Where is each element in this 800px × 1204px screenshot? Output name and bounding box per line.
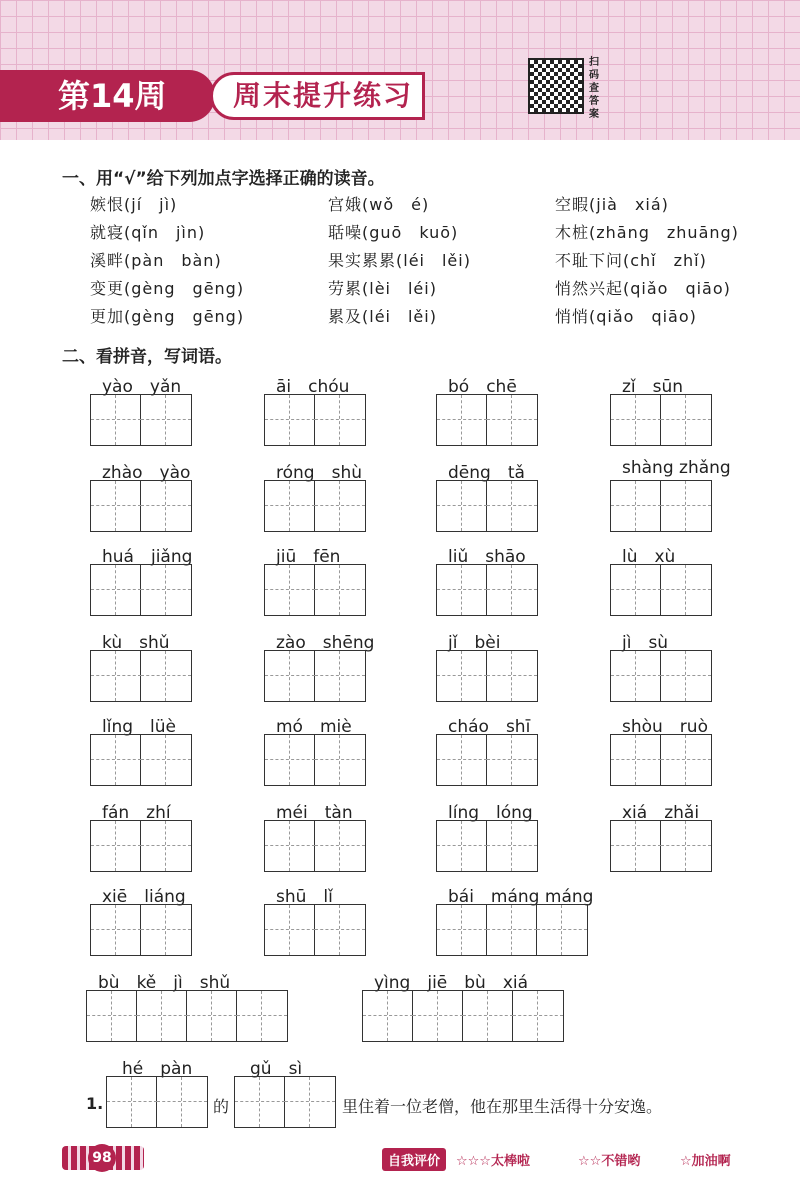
- pinyin-label: fán zhí: [102, 803, 171, 823]
- option[interactable]: 嫉恨(jí jì): [90, 195, 178, 214]
- answer-grid[interactable]: [610, 394, 712, 446]
- answer-grid[interactable]: [610, 564, 712, 616]
- pinyin-label: dēng tǎ: [448, 463, 525, 483]
- week-banner: 第14周: [0, 70, 215, 122]
- answer-grid[interactable]: [610, 480, 712, 532]
- qr-label: 扫码查答案: [589, 57, 599, 120]
- option[interactable]: 木桩(zhāng zhuāng): [555, 223, 739, 242]
- eval-one-star[interactable]: ☆加油啊: [680, 1154, 731, 1169]
- option[interactable]: 就寝(qǐn jìn): [90, 223, 206, 242]
- pinyin-label: bó chē: [448, 377, 517, 397]
- answer-grid[interactable]: [436, 564, 538, 616]
- page-number: 98: [88, 1144, 116, 1172]
- answer-grid[interactable]: [90, 480, 192, 532]
- answer-grid[interactable]: [264, 650, 366, 702]
- star-icon: ☆☆: [578, 1154, 602, 1169]
- answer-grid[interactable]: [86, 990, 288, 1042]
- answer-grid[interactable]: [106, 1076, 208, 1128]
- option[interactable]: 累及(léi lěi): [328, 307, 437, 326]
- pinyin-label: hé pàn: [122, 1059, 193, 1079]
- pinyin-label: xiá zhǎi: [622, 803, 700, 823]
- section1-title: 一、用“√”给下列加点字选择正确的读音。: [62, 169, 385, 189]
- pinyin-label: shàng zhǎng: [622, 458, 731, 478]
- pinyin-label: āi chóu: [276, 377, 350, 397]
- answer-grid[interactable]: [436, 394, 538, 446]
- link-text: 的: [213, 1097, 230, 1116]
- option[interactable]: 变更(gèng gēng): [90, 279, 245, 298]
- answer-grid[interactable]: [264, 820, 366, 872]
- answer-grid[interactable]: [90, 904, 192, 956]
- option[interactable]: 果实累累(léi lěi): [328, 251, 471, 270]
- answer-grid[interactable]: [610, 650, 712, 702]
- pinyin-label: shū lǐ: [276, 887, 333, 907]
- option[interactable]: 劳累(lèi léi): [328, 279, 437, 298]
- option[interactable]: 溪畔(pàn bàn): [90, 251, 222, 270]
- pinyin-label: yào yǎn: [102, 377, 182, 397]
- pinyin-label: kù shǔ: [102, 633, 170, 653]
- pinyin-label: jǐ bèi: [448, 633, 501, 653]
- pinyin-label: zhào yào: [102, 463, 191, 483]
- answer-grid[interactable]: [436, 480, 538, 532]
- pinyin-label: mó miè: [276, 717, 352, 737]
- pinyin-label: róng shù: [276, 463, 362, 483]
- pinyin-label: cháo shī: [448, 717, 531, 737]
- answer-grid[interactable]: [436, 650, 538, 702]
- eval-two-stars[interactable]: ☆☆不错哟: [578, 1154, 641, 1169]
- answer-grid[interactable]: [436, 904, 588, 956]
- option[interactable]: 不耻下问(chǐ zhǐ): [555, 251, 707, 270]
- pinyin-label: líng lóng: [448, 803, 533, 823]
- answer-grid[interactable]: [610, 820, 712, 872]
- pinyin-label: liǔ shāo: [448, 547, 526, 567]
- page-title: 周末提升练习: [210, 72, 425, 120]
- answer-grid[interactable]: [234, 1076, 336, 1128]
- answer-grid[interactable]: [610, 734, 712, 786]
- answer-grid[interactable]: [90, 820, 192, 872]
- option[interactable]: 更加(gèng gēng): [90, 307, 245, 326]
- answer-grid[interactable]: [264, 904, 366, 956]
- star-icon: ☆☆☆: [456, 1154, 491, 1169]
- option[interactable]: 聒噪(guō kuō): [328, 223, 459, 242]
- pinyin-label: bù kě jì shǔ: [98, 973, 231, 993]
- header: [0, 0, 800, 140]
- answer-grid[interactable]: [264, 394, 366, 446]
- question-number: 1.: [86, 1094, 104, 1113]
- answer-grid[interactable]: [90, 564, 192, 616]
- pinyin-label: huá jiǎng: [102, 547, 193, 567]
- section2-title: 二、看拼音，写词语。: [62, 347, 232, 367]
- option[interactable]: 宫娥(wǒ é): [328, 195, 430, 214]
- pinyin-label: bái máng máng: [448, 887, 594, 907]
- answer-grid[interactable]: [90, 650, 192, 702]
- star-icon: ☆: [680, 1154, 692, 1169]
- pinyin-label: xiē liáng: [102, 887, 186, 907]
- self-eval-label: 自我评价: [382, 1148, 446, 1171]
- sentence-text: 里住着一位老僧，他在那里生活得十分安逸。: [342, 1097, 663, 1116]
- option[interactable]: 空暇(jià xiá): [555, 195, 669, 214]
- pinyin-label: jiū fēn: [276, 547, 341, 567]
- pinyin-label: méi tàn: [276, 803, 353, 823]
- pinyin-label: zǐ sūn: [622, 377, 684, 397]
- pinyin-label: jì sù: [622, 633, 669, 653]
- answer-grid[interactable]: [90, 734, 192, 786]
- pinyin-label: gǔ sì: [250, 1059, 303, 1079]
- pinyin-label: zào shēng: [276, 633, 375, 653]
- qr-code-icon[interactable]: [528, 58, 584, 114]
- pinyin-label: lù xù: [622, 547, 676, 567]
- eval-three-stars[interactable]: ☆☆☆太棒啦: [456, 1154, 530, 1169]
- pinyin-label: shòu ruò: [622, 717, 708, 737]
- answer-grid[interactable]: [436, 734, 538, 786]
- answer-grid[interactable]: [90, 394, 192, 446]
- answer-grid[interactable]: [264, 734, 366, 786]
- answer-grid[interactable]: [264, 564, 366, 616]
- pinyin-label: yìng jiē bù xiá: [374, 973, 529, 993]
- answer-grid[interactable]: [264, 480, 366, 532]
- answer-grid[interactable]: [362, 990, 564, 1042]
- option[interactable]: 悄然兴起(qiǎo qiāo): [555, 279, 731, 298]
- option[interactable]: 悄悄(qiǎo qiāo): [555, 307, 697, 326]
- pinyin-label: lǐng lüè: [102, 717, 176, 737]
- answer-grid[interactable]: [436, 820, 538, 872]
